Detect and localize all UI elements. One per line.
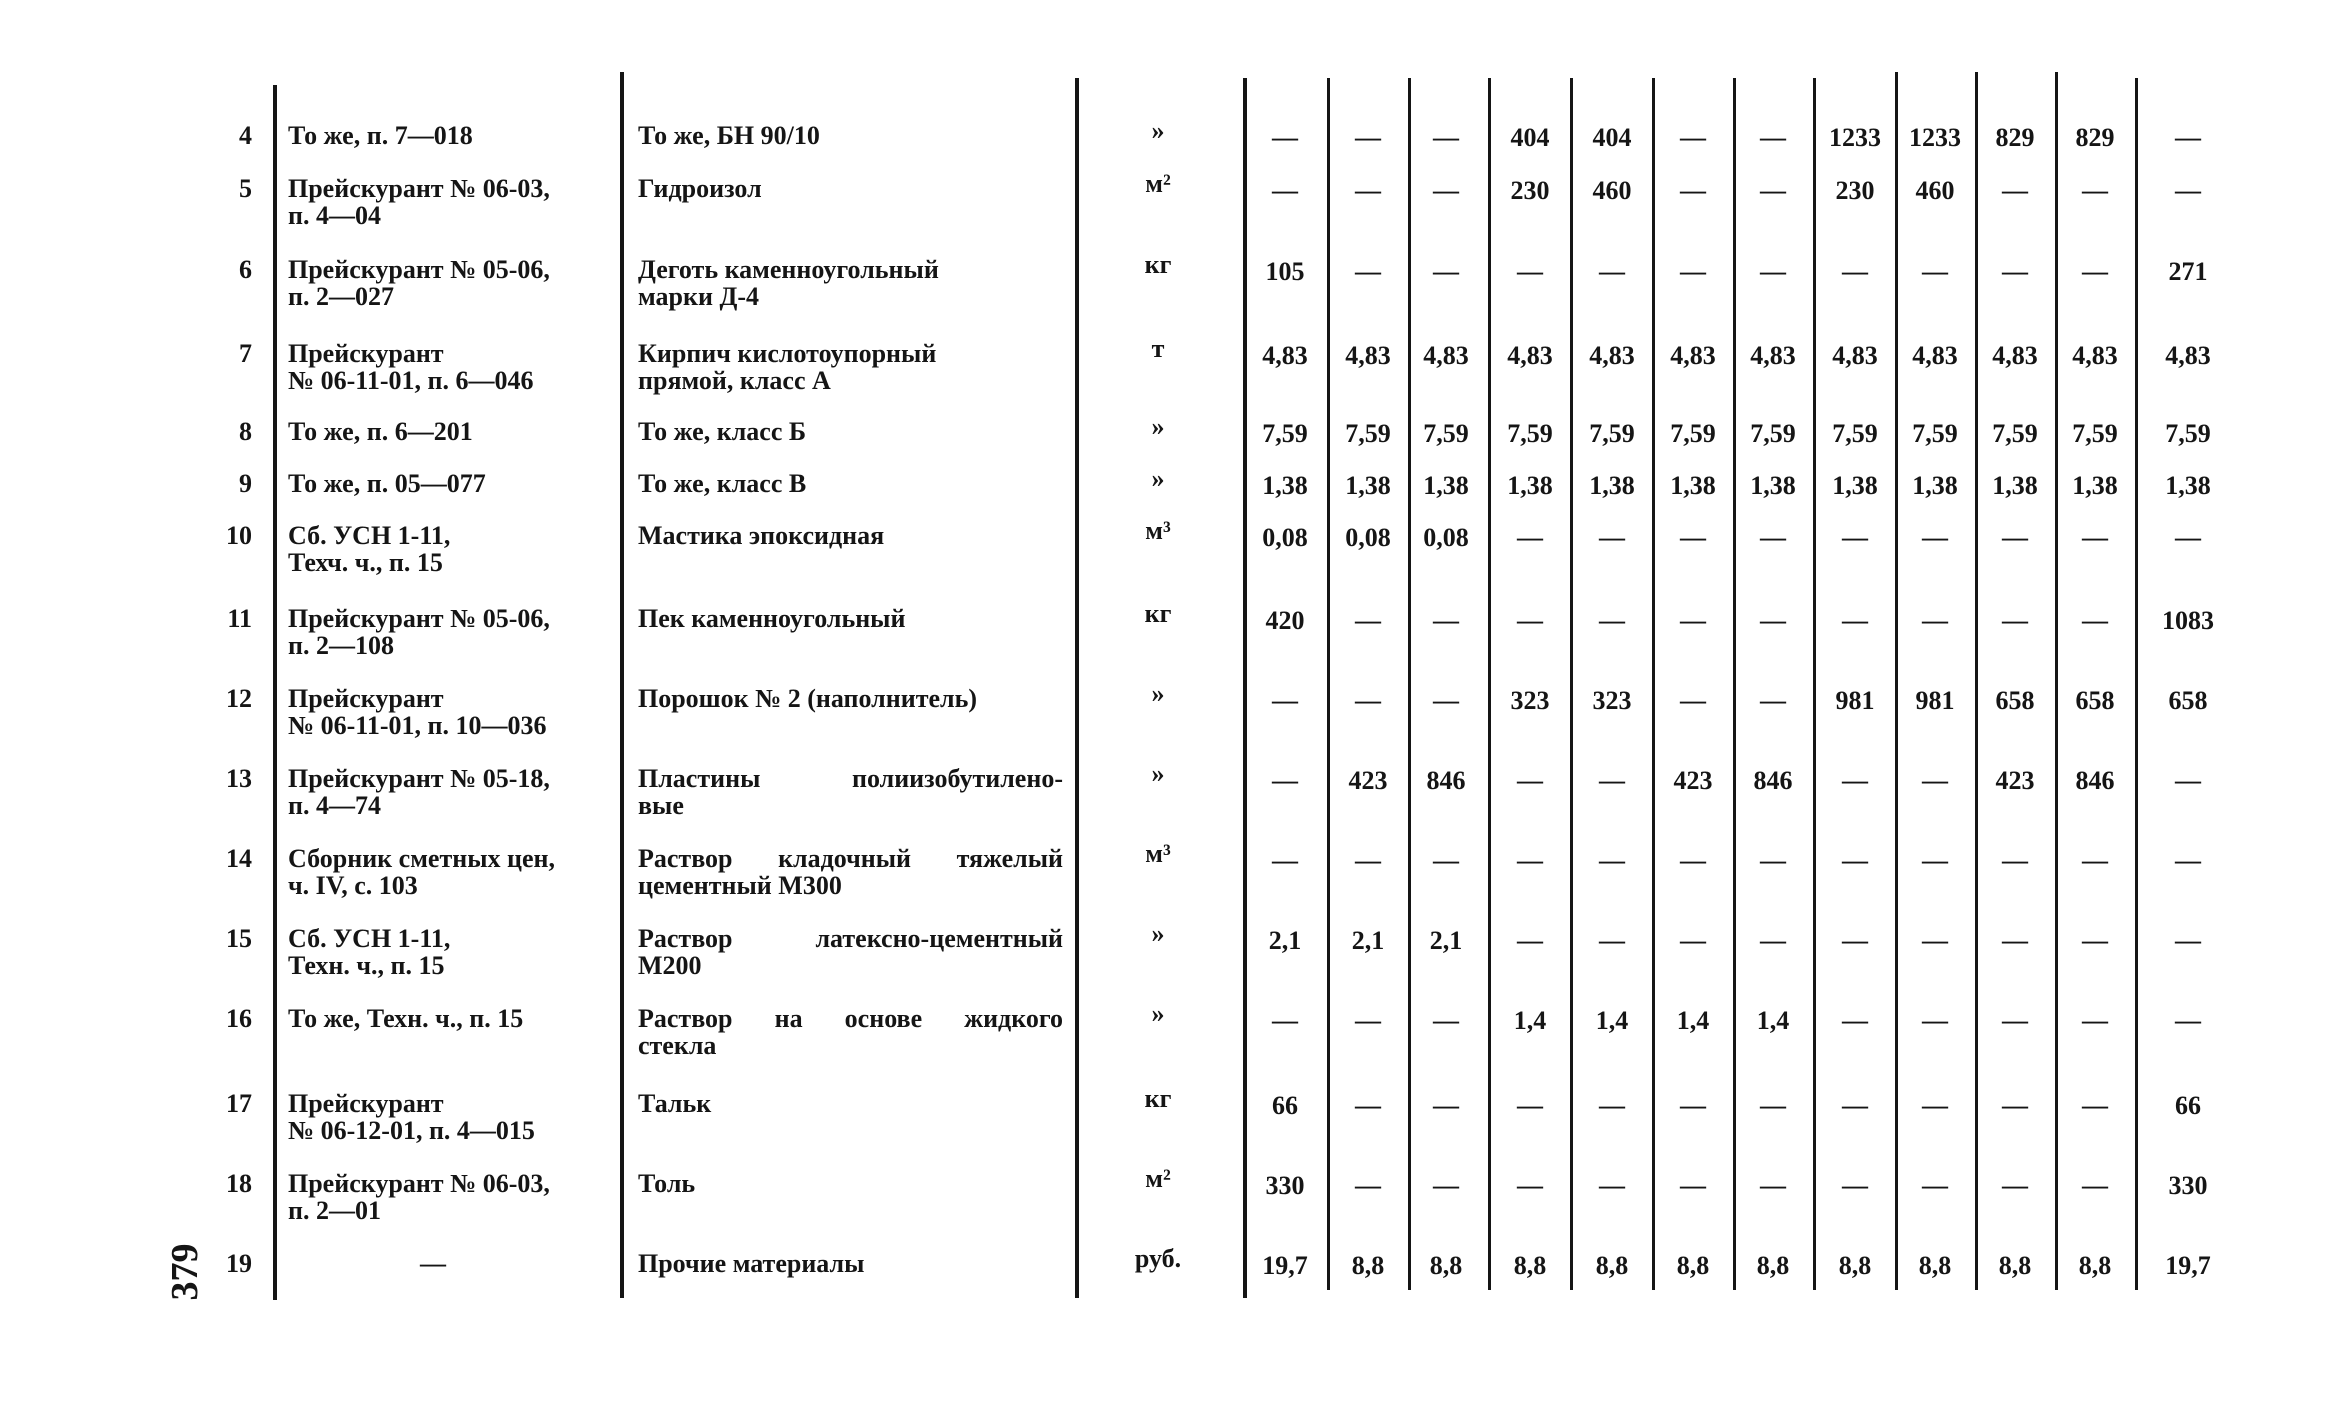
row-value: 1233 [1909, 123, 1961, 152]
row-value: 658 [2168, 686, 2208, 715]
row-value: — [2175, 1006, 2201, 1035]
row-number: 18 [226, 1169, 252, 1198]
row-unit: » [1151, 999, 1165, 1028]
row-unit: » [1151, 464, 1165, 493]
row-value: 423 [1995, 766, 2035, 795]
row-value: 330 [2168, 1171, 2208, 1200]
row-value: — [1355, 123, 1381, 152]
row-value: — [1842, 926, 1868, 955]
row-value: — [1760, 926, 1786, 955]
row-value: — [1355, 1091, 1381, 1120]
row-value: — [1355, 176, 1381, 205]
row-unit: кг [1144, 599, 1172, 628]
row-value: — [1517, 1091, 1543, 1120]
row-material: То же, класс Б [638, 417, 807, 446]
row-value: 1,38 [1423, 471, 1469, 500]
row-value: 8,8 [1998, 1251, 2032, 1280]
row-value: — [1355, 1006, 1381, 1035]
row-value: 7,59 [1507, 419, 1553, 448]
row-value: 1,38 [2165, 471, 2211, 500]
row-value: 460 [1915, 176, 1955, 205]
row-value: — [2082, 257, 2108, 286]
row-unit: » [1151, 116, 1165, 145]
row-material: Раствор кладочный тяжелый [638, 844, 1063, 873]
row-source: То же, п. 7—018 [288, 121, 473, 150]
row-value: — [2002, 1171, 2028, 1200]
row-value: — [1355, 686, 1381, 715]
row-unit: м³ [1145, 839, 1171, 868]
row-value: — [1355, 846, 1381, 875]
row-material: стекла [638, 1031, 717, 1060]
row-value: 8,8 [1676, 1251, 1710, 1280]
row-value: 323 [1592, 686, 1632, 715]
row-value: 7,59 [1589, 419, 1635, 448]
row-unit: » [1151, 919, 1165, 948]
column-rule [273, 85, 277, 1300]
row-value: — [1599, 1091, 1625, 1120]
row-value: — [1433, 846, 1459, 875]
row-value: — [1922, 1091, 1948, 1120]
row-value: 1083 [2162, 606, 2214, 635]
row-number: 12 [226, 684, 252, 713]
column-rule [2135, 78, 2138, 1290]
row-value: — [1842, 1006, 1868, 1035]
row-value: — [1680, 176, 1706, 205]
row-source: п. 2—01 [288, 1196, 381, 1225]
row-value: — [1680, 523, 1706, 552]
row-value: — [2082, 1091, 2108, 1120]
row-value: 19,7 [2165, 1251, 2211, 1280]
row-source: Сб. УСН 1-11, [288, 924, 451, 953]
row-value: — [2175, 926, 2201, 955]
row-source: То же, п. 6—201 [288, 417, 473, 446]
row-material: Порошок № 2 (наполнитель) [638, 684, 978, 713]
row-value: 1,4 [1676, 1006, 1710, 1035]
row-source: Прейскурант № 06-03, [288, 1169, 550, 1198]
row-value: 230 [1835, 176, 1875, 205]
row-value: — [1680, 257, 1706, 286]
row-material: прямой, класс А [638, 366, 831, 395]
row-value: 7,59 [1262, 419, 1308, 448]
row-value: — [1599, 257, 1625, 286]
row-value: 7,59 [1345, 419, 1391, 448]
row-value: — [1517, 846, 1543, 875]
row-value: 1,38 [1345, 471, 1391, 500]
row-number: 15 [226, 924, 252, 953]
row-source: Прейскурант № 05-18, [288, 764, 550, 793]
row-value: 2,1 [1268, 926, 1302, 955]
row-value: — [1680, 606, 1706, 635]
row-source: — [420, 1249, 446, 1278]
row-source: п. 4—74 [288, 791, 381, 820]
row-value: — [1272, 846, 1298, 875]
row-value: 404 [1510, 123, 1550, 152]
row-material: Мастика эпоксидная [638, 521, 885, 550]
row-value: 330 [1265, 1171, 1305, 1200]
row-value: — [1517, 606, 1543, 635]
row-value: 8,8 [1513, 1251, 1547, 1280]
row-value: — [1842, 1171, 1868, 1200]
row-value: 404 [1592, 123, 1632, 152]
row-value: 0,08 [1262, 523, 1308, 552]
row-value: — [1842, 523, 1868, 552]
column-rule [1075, 78, 1079, 1298]
row-value: — [1517, 766, 1543, 795]
row-source: Сборник сметных цен, [288, 844, 555, 873]
row-value: — [1922, 926, 1948, 955]
row-value: 4,83 [2165, 341, 2211, 370]
row-value: 7,59 [1423, 419, 1469, 448]
row-value: 4,83 [1670, 341, 1716, 370]
row-value: — [2002, 846, 2028, 875]
row-source: № 06-11-01, п. 6—046 [288, 366, 534, 395]
page-number: 379 [164, 1243, 206, 1301]
row-value: 1,38 [1992, 471, 2038, 500]
row-value: 8,8 [2078, 1251, 2112, 1280]
row-value: — [1680, 1091, 1706, 1120]
row-value: 1,38 [1670, 471, 1716, 500]
row-value: 7,59 [1750, 419, 1796, 448]
row-value: — [2082, 1171, 2108, 1200]
row-value: — [1680, 846, 1706, 875]
row-value: — [1272, 123, 1298, 152]
row-source: Техн. ч., п. 15 [288, 951, 445, 980]
row-value: 66 [1272, 1091, 1298, 1120]
row-value: — [1842, 1091, 1868, 1120]
row-number: 10 [226, 521, 252, 550]
row-value: 423 [1673, 766, 1713, 795]
row-value: 0,08 [1345, 523, 1391, 552]
row-unit: » [1151, 679, 1165, 708]
row-value: 8,8 [1595, 1251, 1629, 1280]
row-source: ч. IV, с. 103 [288, 871, 418, 900]
row-unit: руб. [1134, 1244, 1182, 1273]
row-value: — [1272, 1006, 1298, 1035]
row-value: 981 [1835, 686, 1875, 715]
row-value: — [1760, 176, 1786, 205]
row-unit: м³ [1145, 516, 1171, 545]
row-unit: т [1151, 334, 1165, 363]
row-value: — [1680, 123, 1706, 152]
row-source: Прейскурант № 06-03, [288, 174, 550, 203]
row-value: — [1272, 686, 1298, 715]
row-value: — [1355, 1171, 1381, 1200]
row-value: 4,83 [1423, 341, 1469, 370]
row-value: 460 [1592, 176, 1632, 205]
row-value: — [1599, 1171, 1625, 1200]
row-value: 4,83 [1832, 341, 1878, 370]
row-value: — [1922, 1006, 1948, 1035]
row-value: 846 [1426, 766, 1466, 795]
row-unit: кг [1144, 1084, 1172, 1113]
row-value: 1,38 [1912, 471, 1958, 500]
row-source: То же, п. 05—077 [288, 469, 486, 498]
row-value: 4,83 [1589, 341, 1635, 370]
row-value: — [1272, 176, 1298, 205]
row-value: — [1760, 123, 1786, 152]
column-rule [620, 72, 624, 1298]
row-value: 846 [2075, 766, 2115, 795]
row-value: — [2002, 1091, 2028, 1120]
row-value: 8,8 [1756, 1251, 1790, 1280]
row-source: Прейскурант [288, 339, 444, 368]
row-value: — [1517, 926, 1543, 955]
row-value: 829 [2075, 123, 2115, 152]
row-material: Раствор на основе жидкого [638, 1004, 1063, 1033]
row-value: — [1355, 257, 1381, 286]
row-value: 2,1 [1429, 926, 1463, 955]
row-value: — [1760, 606, 1786, 635]
row-value: — [2002, 257, 2028, 286]
row-value: 1,38 [1589, 471, 1635, 500]
row-value: 8,8 [1351, 1251, 1385, 1280]
row-number: 14 [226, 844, 252, 873]
row-number: 6 [239, 255, 252, 284]
row-value: — [1922, 523, 1948, 552]
row-source: п. 4—04 [288, 201, 381, 230]
row-value: — [1680, 926, 1706, 955]
row-source: Сб. УСН 1-11, [288, 521, 451, 550]
row-value: — [1760, 523, 1786, 552]
row-value: — [1760, 1171, 1786, 1200]
row-number: 19 [226, 1249, 252, 1278]
row-value: — [1272, 766, 1298, 795]
row-value: 105 [1265, 257, 1305, 286]
row-value: — [1760, 846, 1786, 875]
row-value: — [1433, 606, 1459, 635]
row-value: 323 [1510, 686, 1550, 715]
row-value: 4,83 [1750, 341, 1796, 370]
row-material: М200 [638, 951, 702, 980]
row-source: п. 2—027 [288, 282, 394, 311]
row-value: 1,4 [1756, 1006, 1790, 1035]
row-value: — [1599, 523, 1625, 552]
row-value: — [2175, 176, 2201, 205]
row-value: — [2082, 926, 2108, 955]
row-value: — [1680, 686, 1706, 715]
row-value: — [1433, 686, 1459, 715]
row-value: 7,59 [1992, 419, 2038, 448]
row-value: — [1760, 257, 1786, 286]
row-value: — [1433, 176, 1459, 205]
row-value: — [2002, 606, 2028, 635]
row-value: — [2002, 1006, 2028, 1035]
row-value: 7,59 [1912, 419, 1958, 448]
row-number: 8 [239, 417, 252, 446]
row-value: 7,59 [1832, 419, 1878, 448]
row-value: — [1433, 1006, 1459, 1035]
row-value: — [1355, 606, 1381, 635]
row-material: цементный М300 [638, 871, 842, 900]
row-source: № 06-11-01, п. 10—036 [288, 711, 547, 740]
row-value: — [1842, 766, 1868, 795]
row-value: — [1517, 1171, 1543, 1200]
row-value: 4,83 [1912, 341, 1958, 370]
row-source: № 06-12-01, п. 4—015 [288, 1116, 535, 1145]
row-source: То же, Техн. ч., п. 15 [288, 1004, 524, 1033]
row-value: 230 [1510, 176, 1550, 205]
row-material: Прочие материалы [638, 1249, 865, 1278]
row-value: — [1760, 686, 1786, 715]
row-value: — [2082, 606, 2108, 635]
row-value: — [1922, 846, 1948, 875]
row-value: — [2082, 1006, 2108, 1035]
row-value: 846 [1753, 766, 1793, 795]
row-value: 1,4 [1513, 1006, 1547, 1035]
row-number: 7 [239, 339, 252, 368]
row-value: 1,38 [2072, 471, 2118, 500]
row-value: 271 [2168, 257, 2208, 286]
row-value: 19,7 [1262, 1251, 1308, 1280]
row-value: — [1433, 123, 1459, 152]
row-value: 423 [1348, 766, 1388, 795]
row-value: — [2002, 926, 2028, 955]
row-value: — [2082, 523, 2108, 552]
row-material: Пластины полиизобутилено- [638, 764, 1063, 793]
row-value: 0,08 [1423, 523, 1469, 552]
row-value: — [2175, 523, 2201, 552]
row-value: 7,59 [1670, 419, 1716, 448]
row-value: 829 [1995, 123, 2035, 152]
row-value: 7,59 [2165, 419, 2211, 448]
row-value: 66 [2175, 1091, 2201, 1120]
row-value: — [1599, 606, 1625, 635]
row-number: 11 [227, 604, 252, 633]
row-material: Гидроизол [638, 174, 762, 203]
row-value: — [1922, 766, 1948, 795]
row-unit: » [1151, 759, 1165, 788]
row-material: Раствор латексно-цементный [638, 924, 1063, 953]
row-value: — [1599, 766, 1625, 795]
row-value: — [2002, 523, 2028, 552]
row-value: 1,38 [1507, 471, 1553, 500]
row-unit: » [1151, 412, 1165, 441]
row-source: Прейскурант [288, 684, 444, 713]
row-value: 658 [1995, 686, 2035, 715]
row-value: — [1760, 1091, 1786, 1120]
row-value: 8,8 [1429, 1251, 1463, 1280]
row-value: — [1517, 523, 1543, 552]
row-value: 4,83 [1992, 341, 2038, 370]
row-value: 2,1 [1351, 926, 1385, 955]
row-value: — [1922, 257, 1948, 286]
row-material: вые [638, 791, 684, 820]
row-source: Прейскурант № 05-06, [288, 255, 550, 284]
row-unit: м² [1145, 1164, 1171, 1193]
row-value: — [1599, 926, 1625, 955]
row-number: 16 [226, 1004, 252, 1033]
row-value: — [1517, 257, 1543, 286]
row-value: — [1433, 257, 1459, 286]
row-value: 4,83 [1262, 341, 1308, 370]
row-value: — [1433, 1091, 1459, 1120]
row-number: 5 [239, 174, 252, 203]
row-value: — [1433, 1171, 1459, 1200]
row-value: — [1842, 846, 1868, 875]
row-value: — [1922, 1171, 1948, 1200]
row-value: — [2175, 846, 2201, 875]
row-number: 17 [226, 1089, 252, 1118]
row-value: — [1922, 606, 1948, 635]
row-value: 658 [2075, 686, 2115, 715]
row-value: — [2082, 846, 2108, 875]
row-value: 1233 [1829, 123, 1881, 152]
row-value: 4,83 [2072, 341, 2118, 370]
row-material: марки Д-4 [638, 282, 759, 311]
row-number: 13 [226, 764, 252, 793]
row-value: — [1680, 1171, 1706, 1200]
row-value: — [2175, 123, 2201, 152]
row-source: п. 2—108 [288, 631, 394, 660]
row-value: 981 [1915, 686, 1955, 715]
row-number: 9 [239, 469, 252, 498]
row-value: 1,38 [1262, 471, 1308, 500]
row-material: Деготь каменноугольный [638, 255, 939, 284]
row-value: 420 [1265, 606, 1305, 635]
row-value: — [1842, 257, 1868, 286]
row-material: Толь [638, 1169, 696, 1198]
row-value: 4,83 [1345, 341, 1391, 370]
row-material: Кирпич кислотоупорный [638, 339, 937, 368]
row-value: 1,4 [1595, 1006, 1629, 1035]
row-unit: м² [1145, 169, 1171, 198]
row-value: 4,83 [1507, 341, 1553, 370]
row-unit: кг [1144, 250, 1172, 279]
row-value: 1,38 [1832, 471, 1878, 500]
row-value: — [2002, 176, 2028, 205]
row-value: 1,38 [1750, 471, 1796, 500]
row-source: Прейскурант [288, 1089, 444, 1118]
row-value: — [1842, 606, 1868, 635]
row-value: — [2175, 766, 2201, 795]
row-material: То же, БН 90/10 [638, 121, 820, 150]
row-value: 7,59 [2072, 419, 2118, 448]
row-value: — [1599, 846, 1625, 875]
row-material: Тальк [638, 1089, 712, 1118]
row-source: Прейскурант № 05-06, [288, 604, 550, 633]
row-material: То же, класс В [638, 469, 807, 498]
row-number: 4 [239, 121, 252, 150]
row-material: Пек каменноугольный [638, 604, 906, 633]
row-source: Техч. ч., п. 15 [288, 548, 443, 577]
row-value: 8,8 [1838, 1251, 1872, 1280]
row-value: — [2082, 176, 2108, 205]
row-value: 8,8 [1918, 1251, 1952, 1280]
